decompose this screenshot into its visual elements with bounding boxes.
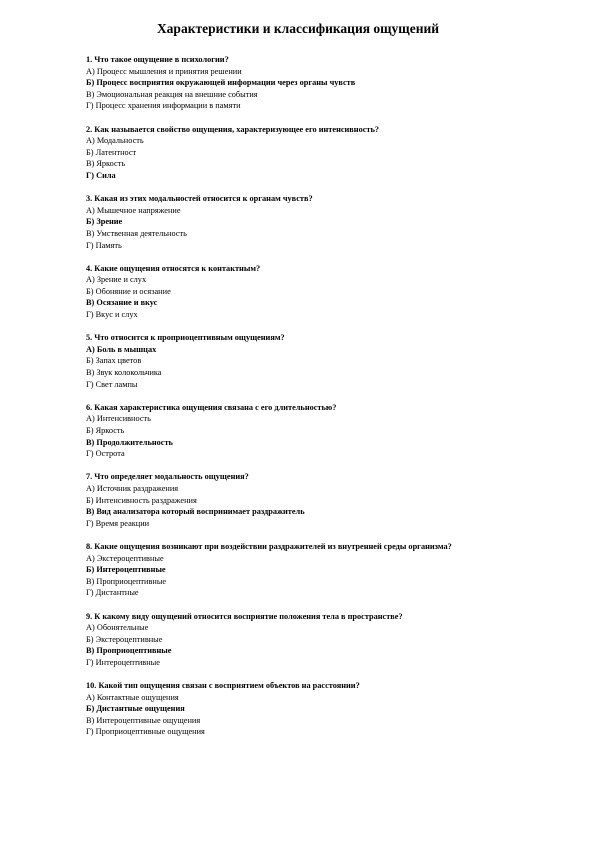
answer-option: Г) Дистантные bbox=[86, 588, 139, 598]
answer-option: Г) Память bbox=[86, 240, 122, 250]
question-text: 7. Что определяет модальность ощущения? bbox=[86, 472, 249, 482]
answer-option-correct: Г) Сила bbox=[86, 170, 116, 180]
answer-option-correct: А) Боль в мышцах bbox=[86, 344, 157, 354]
question-block bbox=[86, 54, 586, 112]
answer-option: А) Процесс мышления и принятия решении bbox=[86, 66, 242, 76]
answer-option-correct: Б) Интероцептивные bbox=[86, 565, 166, 575]
answer-option-correct: В) Вид анализатора который воспринимает раздражитель bbox=[86, 507, 305, 517]
answer-option: Г) Проприоцептивные ощущения bbox=[86, 727, 205, 737]
answer-option: Г) Острота bbox=[86, 449, 125, 459]
answer-option: Б) Латентност bbox=[86, 147, 137, 157]
question-block bbox=[86, 541, 586, 599]
question-block bbox=[86, 193, 586, 251]
answer-option: В) Звук колокольчика bbox=[86, 368, 162, 378]
answer-option-correct: В) Продолжительность bbox=[86, 437, 173, 447]
answer-option: Б) Запах цветов bbox=[86, 356, 142, 366]
question-text: 6. Какая характеристика ощущения связана с его длительностью? bbox=[86, 402, 337, 412]
question-block bbox=[86, 402, 586, 460]
question-block bbox=[86, 471, 586, 529]
answer-option: В) Интероцептивные ощущения bbox=[86, 715, 201, 725]
question-block bbox=[86, 680, 586, 738]
answer-option: В) Умственная деятельность bbox=[86, 228, 187, 238]
page-title: Характеристики и классификация ощущений bbox=[156, 21, 440, 36]
answer-option: А) Источник раздражения bbox=[86, 483, 179, 493]
answer-option: А) Модальность bbox=[86, 136, 144, 146]
answer-option-correct: В) Проприоцептивные bbox=[86, 646, 172, 656]
answer-option: Г) Время реакции bbox=[86, 518, 150, 528]
answer-option: В) Проприоцептивные bbox=[86, 576, 167, 586]
question-block bbox=[86, 611, 586, 669]
question-text: 9. К какому виду ощущений относится восприятие положения тела в пространстве? bbox=[86, 611, 403, 621]
question-block bbox=[86, 124, 586, 182]
question-text: 10. Какой тип ощущения связан с восприятием объектов на расстоянии? bbox=[86, 681, 360, 691]
answer-option: А) Экстероцептивные bbox=[86, 553, 164, 563]
answer-option: В) Эмоциональная реакция на внешние события bbox=[86, 89, 258, 99]
question-text: 2. Как называется свойство ощущения, характеризующее его интенсивность? bbox=[86, 124, 380, 134]
question-block bbox=[86, 263, 586, 321]
question-list bbox=[86, 54, 586, 750]
answer-option: Г) Вкус и слух bbox=[86, 310, 138, 320]
answer-option: А) Интенсивность bbox=[86, 414, 151, 424]
answer-option: Б) Яркость bbox=[86, 426, 125, 435]
question-text: 3. Какая из этих модальностей относится к органам чувств? bbox=[86, 194, 313, 204]
answer-option: Б) Экстероцептивные bbox=[86, 634, 163, 644]
answer-option: А) Мышечное напряжение bbox=[86, 205, 181, 215]
answer-option: Б) Интенсивность раздражения bbox=[86, 495, 197, 505]
answer-option: А) Зрение и слух bbox=[86, 275, 147, 285]
question-text: 1. Что такое ощущение в психологии? bbox=[86, 55, 229, 64]
question-text: 8. Какие ощущения возникают при воздействии раздражителей из внутренней среды организма? bbox=[86, 541, 452, 551]
answer-option-correct: В) Осязание и вкус bbox=[86, 298, 158, 308]
answer-option: А) Обонятельные bbox=[86, 623, 149, 633]
answer-option-correct: Б) Процесс восприятия окружающей информации через органы чувств bbox=[86, 78, 356, 88]
question-text: 4. Какие ощущения относятся к контактным? bbox=[86, 263, 261, 273]
answer-option-correct: Б) Зрение bbox=[86, 217, 123, 227]
question-block bbox=[86, 332, 586, 390]
answer-option: В) Яркость bbox=[86, 159, 126, 169]
question-text: 5. Что относится к проприоцептивным ощущениям? bbox=[86, 333, 285, 343]
answer-option: Г) Свет лампы bbox=[86, 379, 138, 389]
answer-option: Г) Процесс хранения информации в памяти bbox=[86, 101, 241, 111]
answer-option: Б) Обоняние и осязание bbox=[86, 286, 171, 296]
answer-option-correct: Б) Дистантные ощущения bbox=[86, 704, 185, 714]
answer-option: Г) Интероцептивные bbox=[86, 657, 160, 667]
answer-option: А) Контактные ощущения bbox=[86, 692, 179, 702]
